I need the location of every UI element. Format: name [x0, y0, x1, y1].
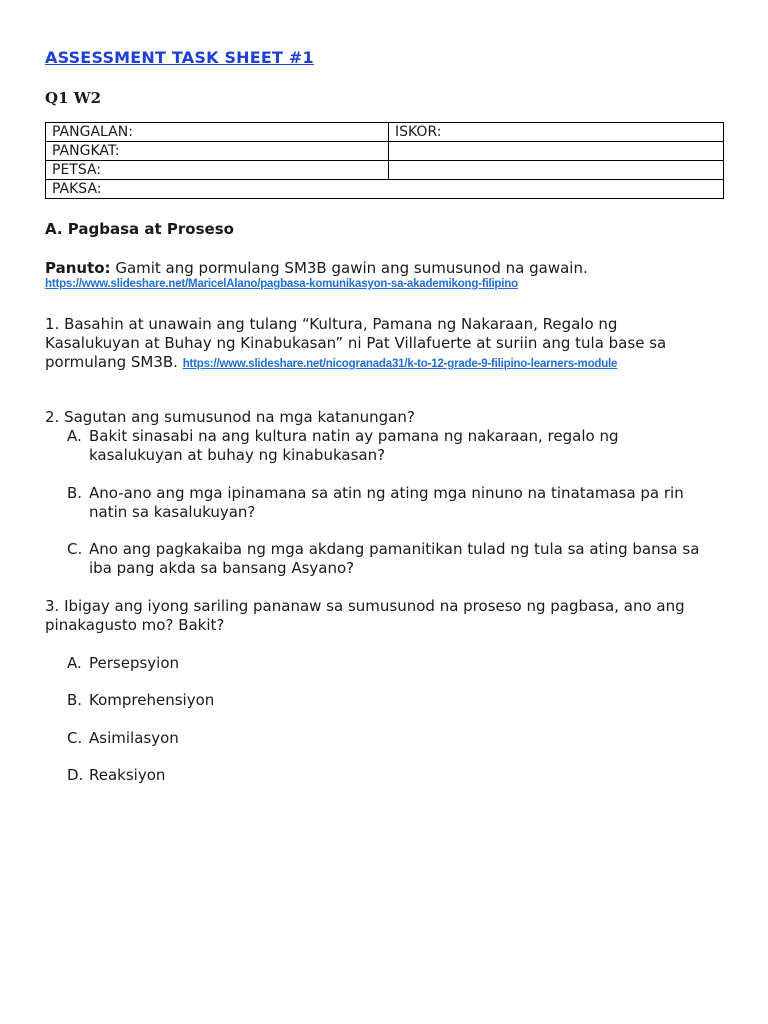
item-letter: A. [67, 427, 82, 445]
q2-item-c [67, 540, 717, 578]
option-text: Asimilasyon [89, 729, 179, 747]
petsa-cell: PETSA: [46, 161, 389, 180]
table-row [46, 123, 724, 142]
q3-option-b [67, 691, 214, 709]
pangalan-cell: PANGALAN: [46, 123, 389, 142]
panuto-link[interactable]: https://www.slideshare.net/MaricelAlano/pagbasa-komunikasyon-sa-akademikong-filipino [45, 278, 518, 290]
item-letter: C. [67, 540, 83, 558]
item-line: Ano ang pagkakaiba ng mga akdang pamanitikan tulad ng tula sa ating bansa sa [89, 540, 700, 558]
q1-line: Kasalukuyan at Buhay ng Kinabukasan” ni Pat Villafuerte at suriin ang tula base sa [45, 334, 667, 352]
panuto-paragraph [45, 259, 725, 278]
paksa-cell: PAKSA: [46, 180, 724, 199]
panuto-text: Gamit ang pormulang SM3B gawin ang sumusunod na gawain. [110, 259, 588, 277]
q3-line: pinakagusto mo? Bakit? [45, 616, 225, 634]
option-letter: B. [67, 691, 83, 709]
item-line: Ano-ano ang mga ipinamana sa atin ng ating mga ninuno na tinatamasa pa rin [89, 484, 684, 502]
blank-cell [389, 142, 724, 161]
question-1 [45, 315, 725, 374]
q3-option-d [67, 766, 165, 784]
q1-line-text: pormulang SM3B. [45, 353, 183, 371]
item-letter: B. [67, 484, 83, 502]
q2-stem: 2. Sagutan ang sumusunod na mga katanungan? [45, 408, 415, 426]
option-text: Persepsyion [89, 654, 180, 672]
student-info-table [45, 122, 724, 199]
question-3 [45, 597, 725, 635]
q3-option-c [67, 729, 179, 747]
option-text: Reaksiyon [89, 766, 166, 784]
option-text: Komprehensiyon [89, 691, 215, 709]
q3-option-a [67, 654, 179, 672]
option-letter: A. [67, 654, 82, 672]
pangkat-cell: PANGKAT: [46, 142, 389, 161]
item-line: Bakit sinasabi na ang kultura natin ay pamana ng nakaraan, regalo ng [89, 427, 619, 445]
item-line: iba pang akda sa bansang Asyano? [89, 559, 355, 577]
table-row [46, 142, 724, 161]
q3-line: 3. Ibigay ang iyong sariling pananaw sa sumusunod na proseso ng pagbasa, ano ang [45, 597, 685, 615]
panuto-label: Panuto: [45, 259, 111, 277]
item-line: natin sa kasalukuyan? [89, 503, 256, 521]
module-link[interactable]: https://www.slideshare.net/nicogranada31/k-to-12-grade-9-filipino-learners-module [182, 358, 618, 370]
section-heading: A. Pagbasa at Proseso [45, 220, 234, 238]
option-letter: D. [67, 766, 84, 784]
table-row [46, 161, 724, 180]
question-2 [45, 408, 725, 427]
q1-line [45, 353, 725, 374]
table-row [46, 180, 724, 199]
option-letter: C. [67, 729, 83, 747]
q2-item-a [67, 427, 717, 465]
document-title: ASSESSMENT TASK SHEET #1 [45, 48, 314, 67]
iskor-cell: ISKOR: [389, 123, 724, 142]
q1-line: 1. Basahin at unawain ang tulang “Kultura, Pamana ng Nakaraan, Regalo ng [45, 315, 618, 333]
document-subtitle: Q1 W2 [45, 89, 102, 107]
q2-item-b [67, 484, 717, 522]
blank-cell [389, 161, 724, 180]
item-line: kasalukuyan at buhay ng kinabukasan? [89, 446, 386, 464]
